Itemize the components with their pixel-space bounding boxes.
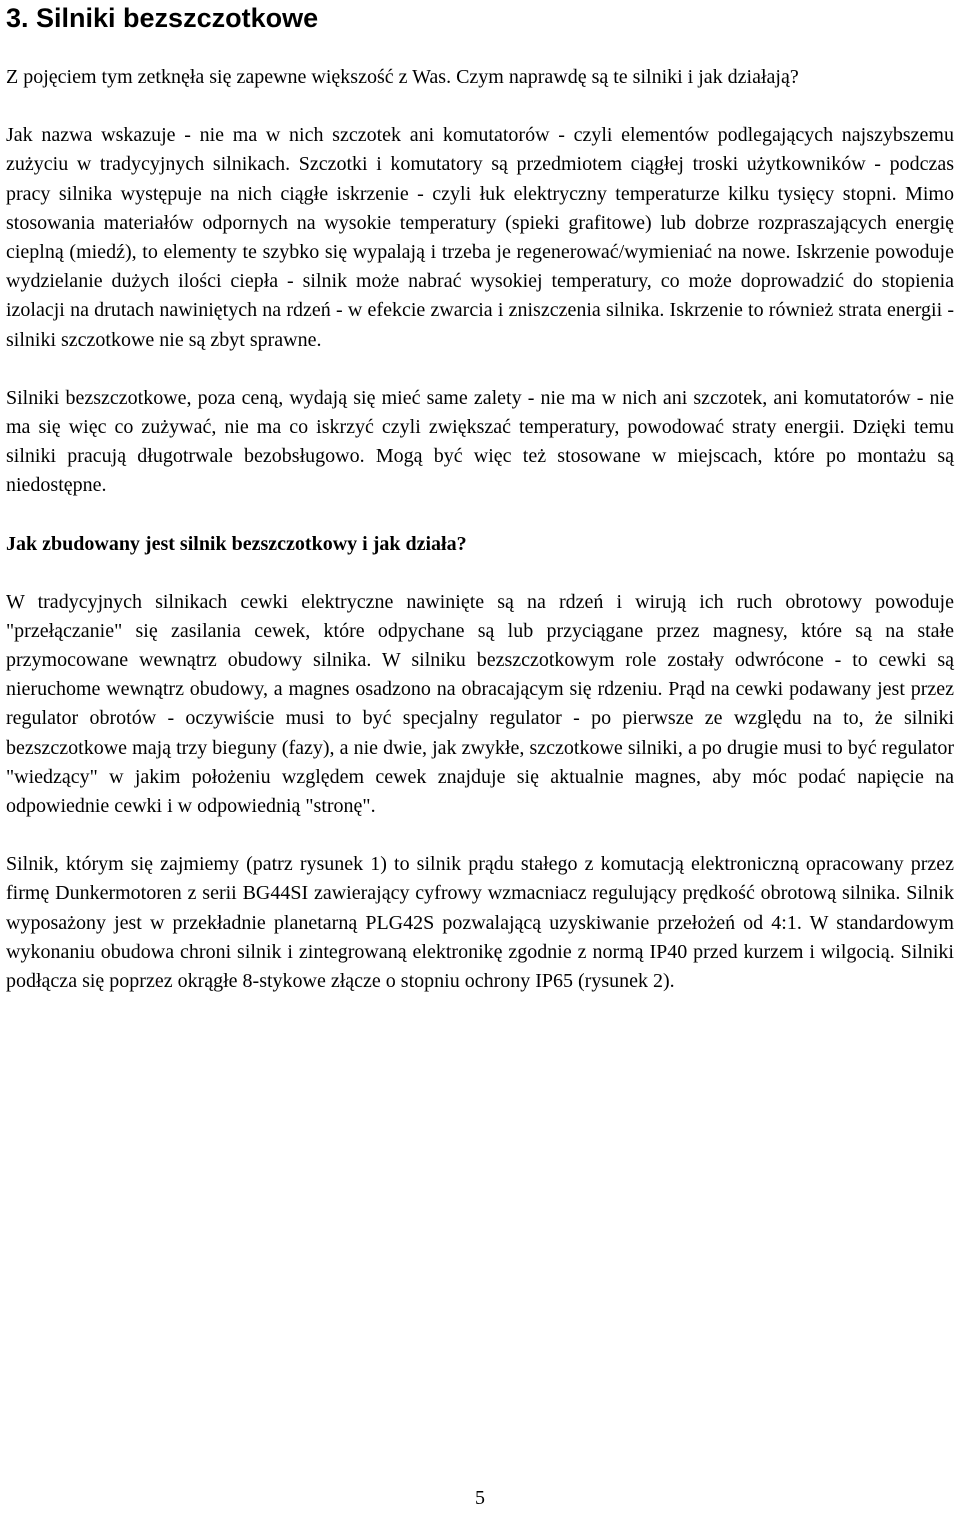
page-number: 5 (475, 1487, 485, 1509)
document-page (6, 0, 954, 996)
paragraph-intro: Z pojęciem tym zetknęła się zapewne większość z Was. Czym naprawdę są te silniki i jak działają? (6, 66, 799, 88)
paragraph-brushes: Jak nazwa wskazuje - nie ma w nich szczotek ani komutatorów - czyli elementów podlegających najszybszemu zużyciu w tradycyjnych silnikach. Szczotki i komutatory są przedmiotem ciągłej troski użytkowników - podczas pracy silnika występuje na nich ciągłe iskrzenie - czyli łuk elektryczny temperaturze kilku tysięcy stopni. Mimo stosowania materiałów odpornych na wysokie temperatury (spieki grafitowe) lub dobrze rozpraszających energię cieplną (miedź), to elementy te szybko się wypalają i trzeba je regenerować/wymieniać na nowe. Iskrzenie powoduje wydzielanie dużych ilości ciepła - silnik może nabrać wysokiej temperatury, co może doprowadzić do stopienia izolacji na drutach nawiniętych na rdzeń - w efekcie zwarcia i zniszczenia silnika. Iskrzenie to również strata energii - silniki szczotkowe nie są zbyt sprawne. (6, 124, 954, 351)
paragraph-advantages: Silniki bezszczotkowe, poza ceną, wydają się mieć same zalety - nie ma w nich ani szczotek, ani komutatorów - nie ma się więc co zużywać, nie ma co iskrzyć czyli zwiększać temperatury, powodować straty energii. Dzięki temu silniki pracują długotrwale bezobsługowo. Mogą być więc też stosowane w miejscach, które po montażu są niedostępne. (6, 386, 954, 497)
section-title: 3. Silniki bezszczotkowe (6, 3, 319, 33)
subheading: Jak zbudowany jest silnik bezszczotkowy i jak działa? (6, 532, 467, 555)
paragraph-construction: W tradycyjnych silnikach cewki elektryczne nawinięte są na rdzeń i wirują ich ruch obrotowy powoduje "przełączanie" się zasilania cewek, które odpychane są lub przyciągane przez magnesy, które są na stałe przymocowane wewnątrz obudowy silnika. W silniku bezszczotkowym role zostały odwrócone - to cewki są nieruchome wewnątrz obudowy, a magnes osadzono na obracającym się rdzeniu. Prąd na cewki podawany jest przez regulator obrotów - oczywiście musi to być specjalny regulator - po pierwsze ze względu na to, że silniki bezszczotkowe mają trzy bieguny (fazy), a nie dwie, jak zwykłe, szczotkowe silniki, a po drugie musi to być regulator "wiedzący" w jakim położeniu względem cewek znajduje się aktualnie magnes, aby móc podać napięcie na odpowiednie cewki i w odpowiednią "stronę". (6, 590, 954, 818)
paragraph-motor-spec: Silnik, którym się zajmiemy (patrz rysunek 1) to silnik prądu stałego z komutacją elektroniczną opracowany przez firmę Dunkermotoren z serii BG44SI zawierający cyfrowy wzmacniacz regulujący prędkość obrotową silnika. Silnik wyposażony jest w przekładnie planetarną PLG42S pozwalającą uzyskiwanie przełożeń od 4:1. W standardowym wykonaniu obudowa chroni silnik i zintegrowaną elektronikę zgodnie z normą IP40 przed kurzem i wilgocią. Silniki podłącza się poprzez okrągłe 8-stykowe złącze o stopniu ochrony IP65 (rysunek 2). (6, 853, 954, 993)
